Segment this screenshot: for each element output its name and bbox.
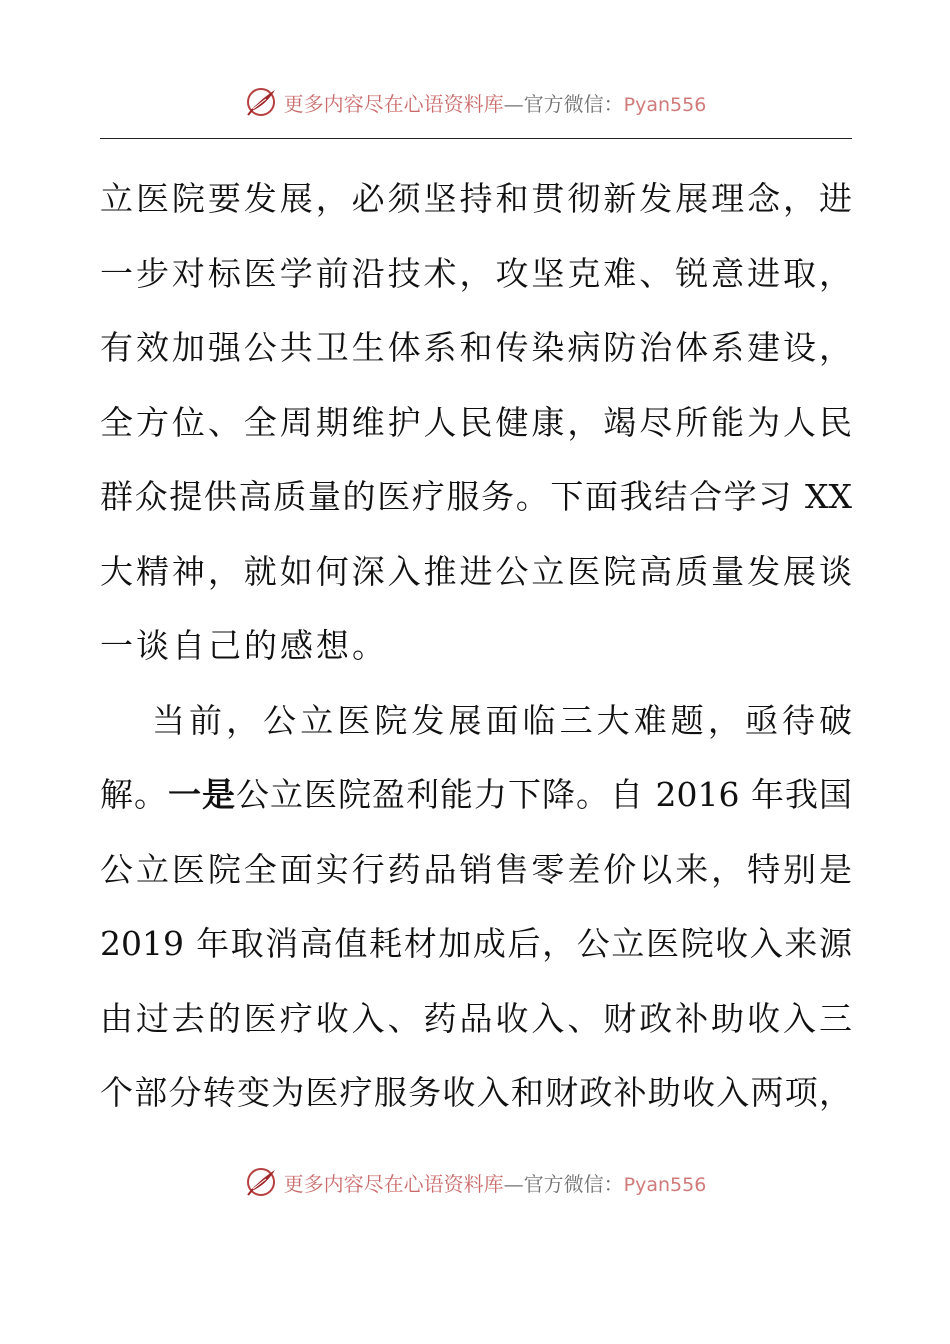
banner-wechat-label: —官方微信： — [503, 91, 624, 116]
quill-logo-icon — [244, 85, 278, 119]
text-line: 立医院要发展，必须坚持和贯彻新发展理念，进 — [100, 179, 852, 218]
banner-wechat-id: Pyan556 — [623, 93, 707, 116]
emphasis-label: 一是 — [168, 775, 237, 814]
text-line: 由过去的医疗收入、药品收入、财政补助收入三 — [100, 998, 852, 1038]
text-line: 群众提供高质量的医疗服务。下面我结合学习 XX — [100, 477, 852, 516]
banner-site-name: 更多内容尽在心语资料库 — [283, 1171, 504, 1196]
header-divider — [100, 138, 852, 139]
document-body — [100, 162, 852, 1131]
text-line: 大精神，就如何深入推进公立医院高质量发展谈 — [100, 551, 852, 591]
banner-text — [284, 88, 707, 117]
text-line: 个部分转变为医疗服务收入和财政补助收入两项， — [100, 1073, 852, 1112]
text-segment: 解。 — [100, 775, 169, 814]
banner-wechat-id: Pyan556 — [623, 1173, 707, 1196]
text-segment: 公立医院盈利能力下降。自 2016 年我国 — [236, 775, 853, 814]
quill-logo-icon — [244, 1165, 278, 1199]
banner-wechat-label: —官方微信： — [503, 1171, 624, 1196]
text-line: 公立医院全面实行药品销售零差价以来，特别是 — [100, 849, 852, 889]
text-line: 2019 年取消高值耗材加成后，公立医院收入来源 — [100, 924, 852, 963]
text-line-with-emphasis — [100, 758, 852, 833]
banner-text — [284, 1168, 707, 1197]
text-line: 一步对标医学前沿技术，攻坚克难、锐意进取， — [100, 253, 852, 293]
header-banner — [0, 82, 950, 122]
text-line: 有效加强公共卫生体系和传染病防治体系建设， — [100, 328, 852, 367]
footer-banner — [0, 1162, 950, 1202]
paragraph-start-line: 当前，公立医院发展面临三大难题，亟待破 — [152, 700, 852, 740]
text-line: 一谈自己的感想。 — [100, 626, 388, 665]
banner-site-name: 更多内容尽在心语资料库 — [283, 91, 504, 116]
text-line: 全方位、全周期维护人民健康，竭尽所能为人民 — [100, 402, 852, 442]
